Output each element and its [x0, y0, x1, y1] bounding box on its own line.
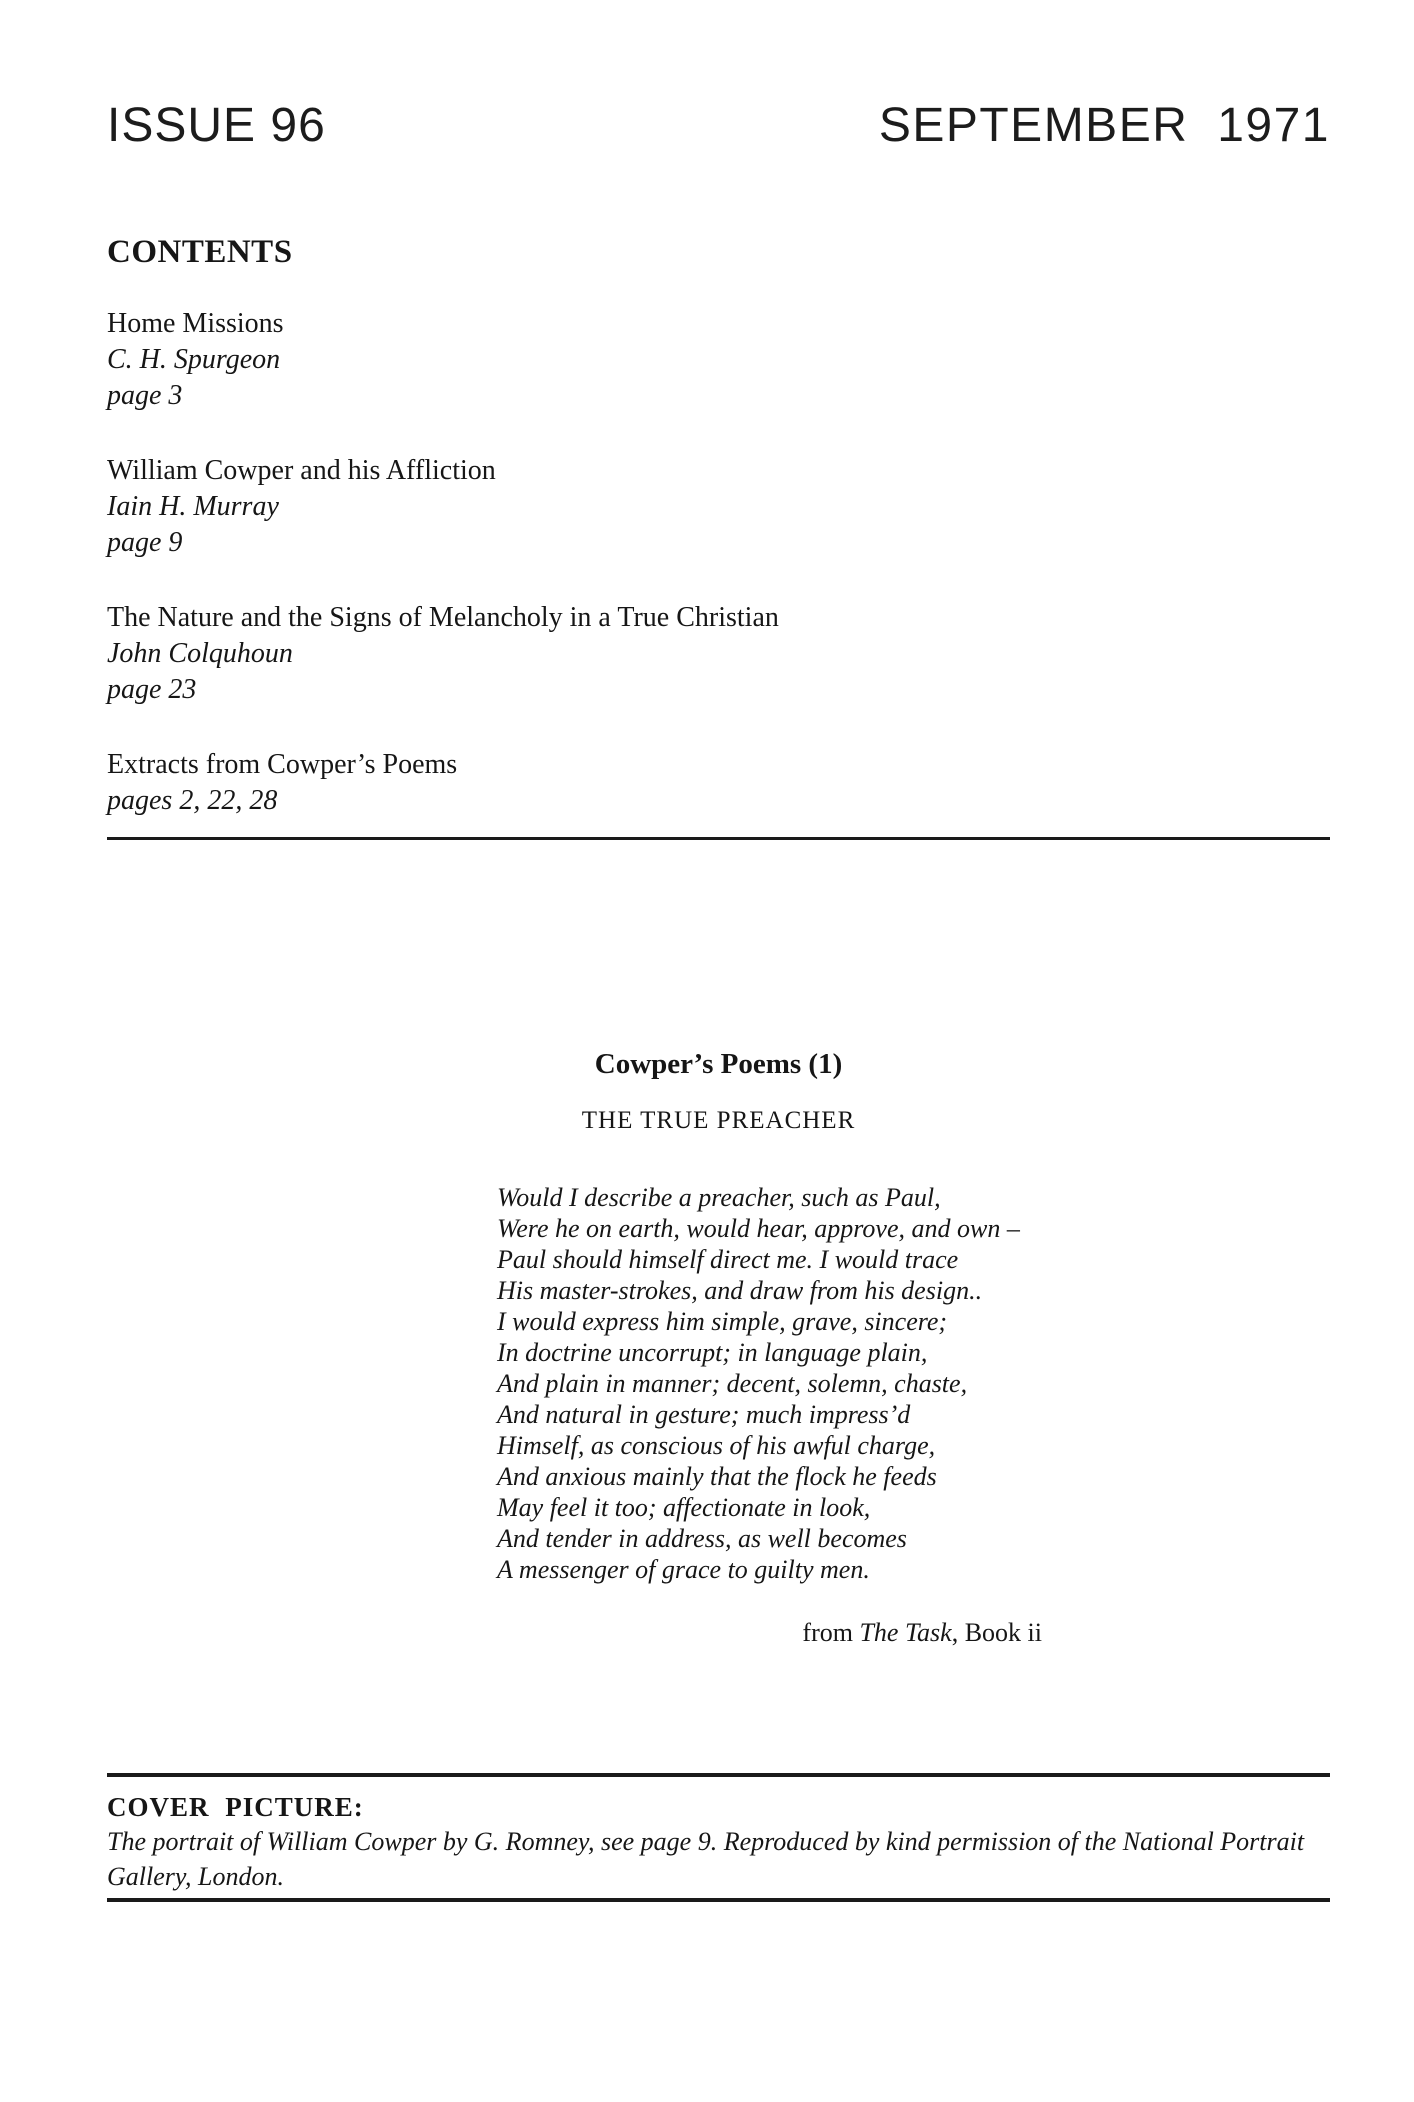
poem-line: A messenger of grace to guilty men. [497, 1555, 870, 1584]
attribution-suffix: , Book ii [951, 1618, 1042, 1647]
divider-rule [107, 837, 1330, 840]
poem-attribution [497, 1617, 1042, 1648]
toc-entry-title: The Nature and the Signs of Melancholy in a True Christian [107, 602, 779, 633]
poem-line: May feel it too; affectionate in look, [497, 1493, 871, 1522]
cover-picture-label: COVER PICTURE: [107, 1792, 364, 1822]
poem-body [497, 1182, 1042, 1585]
poem-line: And tender in address, as well becomes [497, 1524, 907, 1553]
attribution-work-title: The Task [859, 1618, 952, 1647]
toc-entry-pages: page 3 [107, 380, 183, 411]
masthead [107, 99, 1330, 152]
poem-line: In doctrine uncorrupt; in language plain, [497, 1338, 928, 1367]
toc-entry [107, 747, 1330, 819]
toc-entry [107, 453, 1330, 561]
table-of-contents [107, 306, 1330, 819]
toc-entry-pages: page 9 [107, 527, 183, 558]
poem-title: THE TRUE PREACHER [581, 1107, 856, 1134]
toc-entry-author: Iain H. Murray [107, 491, 279, 522]
toc-entry [107, 306, 1330, 414]
poem-line: I would express him simple, grave, sincere; [497, 1307, 948, 1336]
poem-line: Himself, as conscious of his awful charge, [497, 1431, 936, 1460]
toc-entry [107, 600, 1330, 708]
toc-entry-pages: page 23 [107, 674, 197, 705]
poem-line: And natural in gesture; much impress’d [497, 1400, 911, 1429]
toc-entry-author: C. H. Spurgeon [107, 344, 281, 375]
poem-line: And plain in manner; decent, solemn, chaste, [497, 1369, 968, 1398]
magazine-contents-page [0, 99, 1414, 2102]
toc-entry-title: Extracts from Cowper’s Poems [107, 749, 458, 780]
divider-rule [107, 1898, 1330, 1902]
divider-rule [107, 1773, 1330, 1777]
toc-entry-title: Home Missions [107, 308, 284, 339]
poem-line: Would I describe a preacher, such as Paul, [497, 1183, 941, 1212]
toc-entry-title: William Cowper and his Affliction [107, 455, 496, 486]
toc-entry-pages: pages 2, 22, 28 [107, 785, 278, 816]
attribution-prefix: from [802, 1618, 860, 1647]
issue-label: ISSUE 96 [107, 99, 326, 152]
contents-heading: CONTENTS [107, 234, 293, 270]
poem-line: Paul should himself direct me. I would trace [497, 1245, 959, 1274]
poem-section-title: Cowper’s Poems (1) [594, 1048, 843, 1080]
poem-line: His master-strokes, and draw from his design.. [497, 1276, 983, 1305]
toc-entry-author: John Colquhoun [107, 638, 293, 669]
cover-picture-caption: The portrait of William Cowper by G. Romney, see page 9. Reproduced by kind permission of the National Portrait Gallery, London. [107, 1827, 1305, 1891]
poem-line: Were he on earth, would hear, approve, and own – [497, 1214, 1020, 1243]
date-label: SEPTEMBER 1971 [878, 99, 1330, 152]
poem-line: And anxious mainly that the flock he feeds [497, 1462, 937, 1491]
